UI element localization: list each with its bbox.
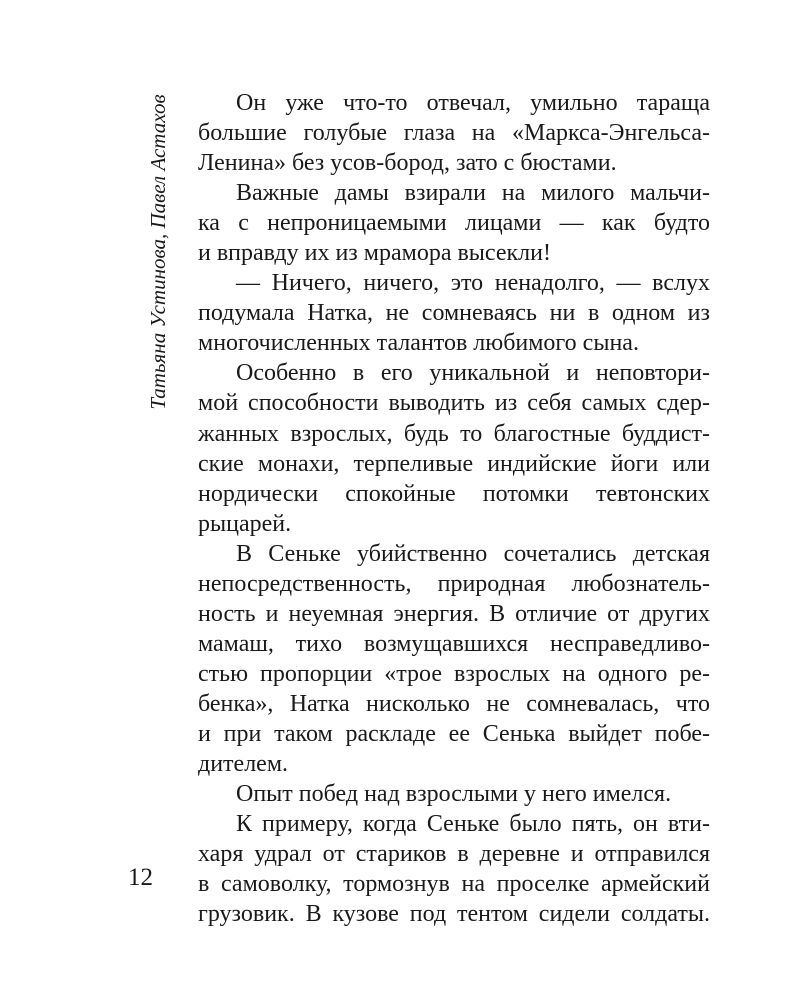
paragraph xyxy=(198,268,710,358)
text-line: В Сеньке убийственно сочетались детская xyxy=(236,540,710,567)
paragraph xyxy=(198,809,710,929)
text-line: Ленина» без усов-бород, зато с бюстами. xyxy=(198,150,617,177)
text-line: рыцарей. xyxy=(198,510,292,537)
text-line: Опыт побед над взрослыми у него имелся. xyxy=(236,781,672,808)
text-line: многочисленных талантов любимого сына. xyxy=(198,330,639,357)
text-line: подумала Натка, не сомневаясь ни в одном из xyxy=(198,300,710,327)
text-line: бенка», Натка нисколько не сомневалась, что xyxy=(198,690,710,717)
text-line: жанных взрослых, будь то благостные буддист- xyxy=(198,420,710,447)
paragraph xyxy=(198,358,710,538)
paragraph xyxy=(198,779,710,809)
text-line: ность и неуемная энергия. В отличие от других xyxy=(198,600,710,627)
text-line: большие голубые глаза на «Маркса-Энгельса- xyxy=(198,120,710,147)
text-line: К примеру, когда Сеньке было пять, он вти- xyxy=(236,811,710,838)
page-number: 12 xyxy=(128,864,153,891)
text-line: и при таком раскладе ее Сенька выйдет побе- xyxy=(198,720,710,747)
text-line: харя удрал от стариков в деревне и отправился xyxy=(198,841,710,868)
text-line: Особенно в его уникальной и неповтори- xyxy=(236,360,710,387)
text-line: Он уже что-то отвечал, умильно тараща xyxy=(236,90,710,116)
text-line: мамаш, тихо возмущавшихся несправедливо- xyxy=(198,630,710,657)
body-text xyxy=(198,88,710,929)
paragraph xyxy=(198,539,710,779)
paragraph xyxy=(198,88,710,178)
running-head: Татьяна Устинова, Павел Астахов xyxy=(146,94,170,410)
text-line: непосредственность, природная любознатель- xyxy=(198,570,710,597)
text-line: мой способности выводить из себя самых сдер- xyxy=(198,390,710,417)
text-line: Важные дамы взирали на милого мальчи- xyxy=(236,180,710,207)
text-line: ка с непроницаемыми лицами — как будто xyxy=(198,210,710,237)
text-line: нордически спокойные потомки тевтонских xyxy=(198,480,710,507)
text-line: — Ничего, ничего, это ненадолго, — вслух xyxy=(236,270,710,297)
text-line: ские монахи, терпеливые индийские йоги или xyxy=(198,450,710,477)
text-line: в самоволку, тормознув на проселке армейский xyxy=(198,871,710,898)
paragraph xyxy=(198,178,710,268)
text-line: стью пропорции «трое взрослых на одного ре- xyxy=(198,660,710,687)
text-line: и вправду их из мрамора высекли! xyxy=(198,240,551,267)
text-line: грузовик. В кузове под тентом сидели солдаты. xyxy=(198,901,710,928)
text-line: дителем. xyxy=(198,751,289,778)
